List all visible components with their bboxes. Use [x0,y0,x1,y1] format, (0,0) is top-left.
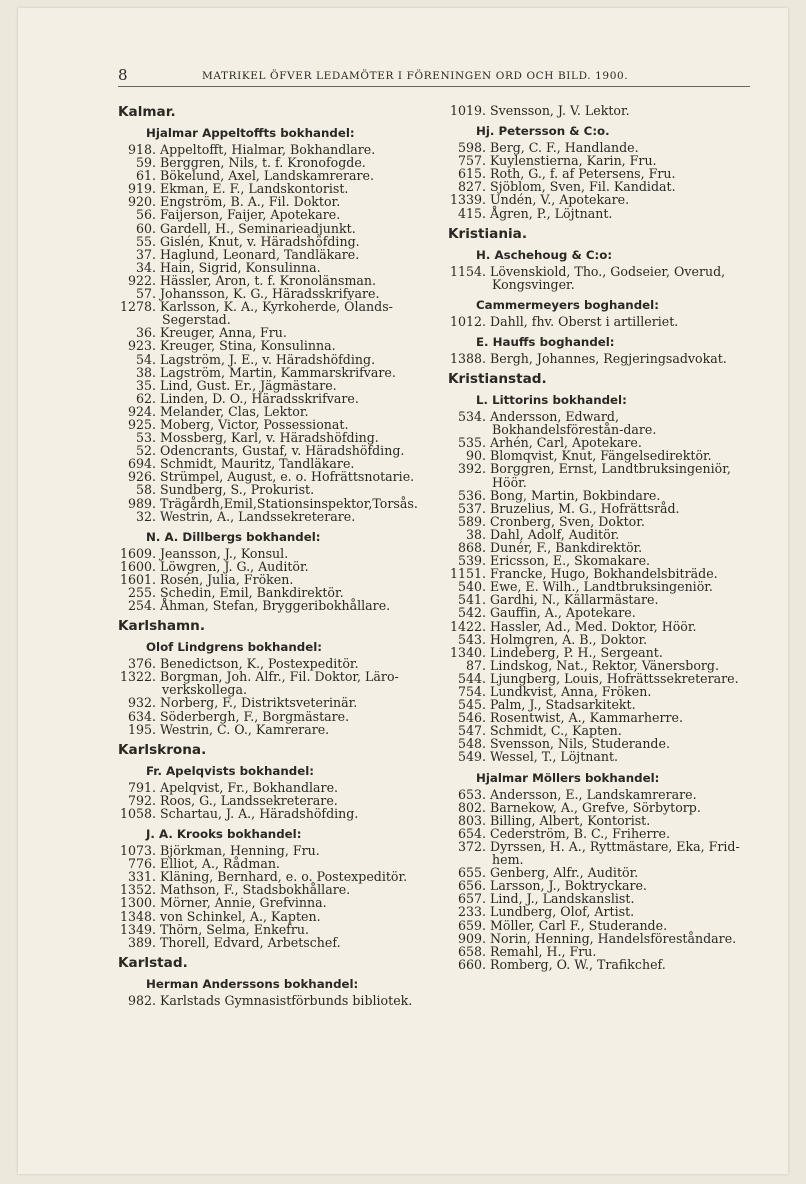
member-list [448,141,748,220]
member-number: 791. [127,779,156,795]
member-entry [448,410,748,436]
member-name: Gislén, Knut, v. Häradshöfding. [160,233,360,249]
member-name: Lindeberg, P. H., Sergeant. [490,644,663,660]
region-heading: Kristianstad. [448,371,547,388]
member-number: 544. [457,670,486,686]
member-number: 389. [127,934,156,950]
member-name: Ericsson, E., Skomakare. [490,553,651,569]
member-name: Berg, C. F., Handlande. [490,140,639,156]
member-number: 87. [465,657,486,673]
member-number: 54. [135,351,156,367]
member-name: Hässler, Aron, t. f. Kronolänsman. [160,272,377,288]
member-list [448,788,748,971]
member-number: 60. [135,220,156,236]
member-entry [118,510,418,523]
member-name: Melander, Clas, Lektor. [160,403,309,419]
member-name: Thorell, Edvard, Arbetschef. [160,934,341,950]
member-name: Dunér, F., Bankdirektör. [490,539,643,555]
member-list [448,104,748,117]
member-number: 657. [457,891,486,907]
member-number: 543. [457,631,486,647]
bookshop-heading: Hj. Petersson & C:o. [476,124,610,139]
region-heading: Karlstad. [118,954,188,971]
member-list [448,352,748,365]
member-name: Bökelund, Axel, Landskamrerare. [160,168,374,184]
member-name: Wessel, T., Löjtnant. [490,749,619,765]
member-entry [448,958,748,971]
member-name: Barnekow, A., Grefve, Sörbytorp. [490,799,701,815]
member-entry [118,670,418,696]
member-name: Genberg, Alfr., Auditör. [490,865,639,881]
member-name: Haglund, Leonard, Tandläkare. [160,246,360,262]
member-name: Andersson, E., Landskamrerare. [490,786,697,802]
member-number: 655. [457,865,486,881]
member-number: 694. [127,456,156,472]
member-number: 1349. [119,921,156,937]
member-number: 331. [127,869,156,885]
member-name: Dyrssen, H. A., Ryttmästare, Eka, Frid-hem. [490,838,740,868]
member-name: Larsson, J., Boktryckare. [490,878,647,894]
bookshop-heading: Fr. Apelqvists bokhandel: [146,763,314,778]
bookshop-heading: Hjalmar Appeltoffts bokhandel: [146,126,355,140]
member-name: Söderbergh, F., Borgmästare. [160,708,350,724]
member-number: 38. [135,364,156,380]
member-number: 1073. [119,843,156,859]
region-heading: Karlshamn. [118,618,206,635]
member-list [118,657,418,736]
member-name: Ewe, E. Wilh., Landtbruksingeniör. [490,579,713,595]
member-number: 615. [457,166,486,182]
member-name: Appeltofft, Hialmar, Bokhandlare. [160,142,376,157]
member-name: Lövenskiold, Tho., Godseier, Overud, Kongsvinger. [490,263,726,292]
member-number: 598. [457,140,486,156]
member-number: 62. [135,390,156,406]
bookshop-group [448,392,748,764]
member-entry [448,462,748,488]
member-list [118,547,418,612]
member-name: Hain, Sigrid, Konsulinna. [160,259,321,275]
member-name: Benedictson, K., Postexpeditör. [160,656,359,672]
member-name: Thörn, Selma, Enkefru. [160,921,309,937]
bookshop-group [118,639,418,736]
region-block [448,104,748,220]
member-list [448,315,748,328]
member-number: 919. [127,181,156,197]
member-number: 415. [457,205,486,221]
member-name: Andersson, Edward, Bokhandelsförestån-dare. [490,409,657,438]
bookshop-heading: H. Aschehoug & C:o: [476,247,613,262]
member-name: Löwgren, J. G., Auditör. [160,558,309,574]
member-list [118,781,418,820]
member-number: 536. [457,487,486,503]
member-number: 932. [127,695,156,711]
member-number: 541. [457,592,486,608]
bookshop-group [118,529,418,612]
bookshop-heading: Herman Anderssons bokhandel: [146,976,359,991]
member-name: Engström, B. A., Fil. Doktor. [160,194,341,210]
member-name: Cronberg, Sven, Doktor. [490,513,645,529]
member-number: 549. [457,749,486,765]
member-number: 1340. [449,644,486,660]
member-number: 52. [135,443,156,459]
member-number: 1154. [449,263,486,279]
member-name: Karlstads Gymnasistförbunds bibliotek. [160,992,413,1008]
member-list [118,844,418,949]
member-number: 36. [135,325,156,341]
region-block [448,226,748,365]
member-number: 1151. [449,566,486,582]
member-entry [118,300,418,326]
member-number: 1352. [119,882,156,898]
member-entry [448,207,748,220]
member-number: 909. [457,930,486,946]
page-header [118,64,750,87]
member-entry [448,265,748,291]
member-name: Dahll, fhv. Oberst i artilleriet. [490,313,679,329]
member-entry [118,723,418,736]
member-number: 982. [127,992,156,1008]
member-entry [118,599,418,612]
member-name: Sjöblom, Sven, Fil. Kandidat. [490,179,676,195]
member-number: 1278. [119,299,156,315]
bookshop-group [448,104,748,117]
member-number: 589. [457,513,486,529]
region-heading: Kristiania. [448,225,527,242]
member-number: 776. [127,856,156,872]
member-name: Westrin, C. O., Kamrerare. [160,721,330,737]
member-number: 660. [457,956,486,972]
member-name: Jeansson, J., Konsul. [160,545,289,561]
left-column [118,104,418,1013]
member-number: 924. [127,403,156,419]
member-name: Lundkvist, Anna, Fröken. [490,684,652,699]
member-number: 56. [135,207,156,223]
right-column [448,104,748,977]
region-heading: Kalmar. [118,104,176,120]
member-name: Bruzelius, M. G., Hofrättsråd. [490,500,680,516]
member-name: Mossberg, Karl, v. Häradshöfding. [160,430,379,446]
member-name: Åhman, Stefan, Bryggeribokhållare. [160,598,391,614]
bookshop-heading: Hjalmar Möllers bokhandel: [476,770,660,785]
member-number: 195. [127,721,156,737]
member-name: Gauffin, A., Apotekare. [490,605,636,621]
member-number: 1339. [449,192,486,208]
member-number: 534. [457,409,486,425]
member-name: Holmgren, A. B., Doktor. [490,631,648,647]
member-number: 59. [135,155,156,171]
member-number: 255. [127,585,156,600]
bookshop-heading: Cammermeyers boghandel: [476,297,659,312]
member-number: 1300. [119,895,156,911]
member-name: von Schinkel, A., Kapten. [160,908,321,924]
member-list [118,994,418,1007]
member-number: 1609. [119,545,156,561]
member-name: Linden, D. O., Häradsskrifvare. [160,390,359,406]
member-entry [118,936,418,949]
member-name: Norin, Henning, Handelsföreståndare. [490,930,737,946]
member-name: Sundberg, S., Prokurist. [160,482,315,498]
member-number: 1388. [449,350,486,366]
member-list [118,143,418,523]
member-number: 659. [457,917,486,933]
member-number: 1012. [449,313,486,329]
member-name: Kuylenstierna, Karin, Fru. [490,153,657,169]
region-block [118,955,418,1007]
member-name: Romberg, O. W., Trafikchef. [490,956,666,972]
member-entry [448,840,748,866]
member-name: Kreuger, Anna, Fru. [160,325,287,341]
member-name: Borggren, Ernst, Landtbruksingeniör, Höör. [490,461,731,490]
member-number: 542. [457,605,486,621]
member-number: 376. [127,656,156,672]
member-number: 35. [135,377,156,393]
member-name: Bergh, Johannes, Regjeringsadvokat. [490,350,727,366]
member-name: Schmidt, C., Kapten. [490,723,622,739]
member-name: Svensson, J. V. Lektor. [490,103,630,118]
member-name: Karlsson, K. A., Kyrkoherde, Ölands-Segerstad. [160,299,393,328]
member-name: Lind, Gust. Er., Jägmästare. [160,377,337,393]
member-name: Roth, G., f. af Petersens, Fru. [490,166,676,182]
member-name: Ågren, P., Löjtnant. [490,205,613,221]
region-heading: Karlskrona. [118,741,207,758]
member-number: 90. [465,448,486,464]
member-name: Palm, J., Stadsarkitekt. [490,697,636,713]
member-entry [448,352,748,365]
member-number: 535. [457,435,486,451]
member-number: 1322. [119,669,156,685]
member-name: Bong, Martin, Bokbindare. [490,487,661,503]
member-number: 545. [457,697,486,713]
member-number: 58. [135,482,156,498]
member-name: Roos, G., Landssekreterare. [160,792,338,808]
bookshop-heading: N. A. Dillbergs bokhandel: [146,529,321,544]
member-number: 803. [457,812,486,828]
bookshop-group [448,334,748,365]
member-number: 656. [457,878,486,894]
bookshop-heading: Olof Lindgrens bokhandel: [146,640,322,655]
member-number: 55. [135,233,156,249]
bookshop-heading: L. Littorins bokhandel: [476,393,627,408]
member-number: 539. [457,553,486,569]
member-number: 827. [457,179,486,195]
member-number: 1058. [119,805,156,821]
member-name: Norberg, F., Distriktsveterinär. [160,695,358,711]
member-entry [448,104,748,117]
member-name: Billing, Albert, Kontorist. [490,812,651,828]
region-block [118,104,418,612]
member-number: 61. [135,168,156,184]
member-name: Westrin, A., Landssekreterare. [160,508,356,524]
member-number: 1348. [119,908,156,924]
member-number: 868. [457,539,486,555]
bookshop-group [118,763,418,820]
member-name: Schartau, J. A., Häradshöfding. [160,805,359,821]
member-number: 1600. [119,558,156,574]
member-number: 548. [457,736,486,752]
member-name: Johansson, K. G., Häradsskrifvare. [160,286,380,302]
member-number: 1601. [119,571,156,587]
member-name: Gardhi, N., Källarmästare. [490,592,659,608]
member-name: Ljungberg, Louis, Hofrättssekreterare. [490,670,739,686]
member-name: Arhén, Carl, Apotekare. [490,435,642,451]
member-number: 923. [127,338,156,354]
member-name: Schmidt, Mauritz, Tandläkare. [160,456,355,472]
member-number: 920. [127,194,156,210]
member-name: Schedin, Emil, Bankdirektör. [160,585,344,600]
member-list [448,265,748,291]
member-name: Gardell, H., Seminarieadjunkt. [160,220,356,236]
bookshop-group [118,125,418,523]
member-name: Trägårdh,Emil,Stationsinspektor,Torsås. [160,495,418,511]
member-number: 754. [457,684,486,699]
member-name: Cederström, B. C., Friherre. [490,825,671,841]
member-entry [118,807,418,820]
member-name: Lagström, J. E., v. Häradshöfding. [160,351,376,367]
member-number: 792. [127,792,156,808]
member-name: Mathson, F., Stadsbokhållare. [160,882,351,898]
bookshop-group [118,826,418,949]
member-name: Francke, Hugo, Bokhandelsbiträde. [490,566,718,582]
member-entry [118,994,418,1007]
member-name: Undén, V., Apotekare. [490,192,630,208]
member-name: Odencrants, Gustaf, v. Häradshöfding. [160,443,405,459]
member-number: 802. [457,799,486,815]
bookshop-group [448,770,748,971]
member-name: Kreuger, Stina, Konsulinna. [160,338,336,354]
member-name: Möller, Carl F., Studerande. [490,917,668,933]
member-name: Mörner, Annie, Grefvinna. [160,895,327,911]
member-name: Lindskog, Nat., Rektor, Vänersborg. [490,657,719,673]
member-name: Kläning, Bernhard, e. o. Postexpeditör. [160,869,408,885]
member-number: 918. [127,142,156,157]
member-name: Moberg, Victor, Possessionat. [160,416,349,432]
member-name: Apelqvist, Fr., Bokhandlare. [160,779,339,795]
member-number: 653. [457,786,486,802]
member-number: 233. [457,904,486,920]
member-number: 926. [127,469,156,485]
bookshop-heading: E. Hauffs boghandel: [476,334,615,349]
member-name: Hassler, Ad., Med. Doktor, Höör. [490,618,697,634]
member-number: 540. [457,579,486,595]
member-entry [448,750,748,763]
member-number: 654. [457,825,486,841]
bookshop-heading: J. A. Krooks bokhandel: [146,827,302,842]
member-number: 37. [135,246,156,262]
member-number: 989. [127,495,156,511]
member-number: 925. [127,416,156,432]
region-block [118,618,418,736]
member-number: 38. [465,526,486,542]
member-number: 546. [457,710,486,726]
member-name: Lind, J., Landskanslist. [490,891,635,907]
running-title: MATRIKEL ÖFVER LEDAMÖTER I FÖRENINGEN ORD OCH BILD. 1900. [202,70,629,82]
member-name: Ekman, E. F., Landskontorist. [160,181,349,197]
member-number: 757. [457,153,486,169]
member-number: 254. [127,598,156,614]
region-block [118,742,418,949]
member-name: Borgman, Joh. Alfr., Fil. Doktor, Läro-verkskollega. [160,669,399,698]
member-list [448,410,748,764]
bookshop-group [448,297,748,328]
member-name: Dahl, Adolf, Auditör. [490,526,620,542]
member-name: Elliot, A., Rådman. [160,856,280,872]
member-name: Rosén, Julia, Fröken. [160,571,294,587]
member-number: 1019. [449,103,486,118]
member-name: Faijerson, Faijer, Apotekare. [160,207,341,223]
member-name: Björkman, Henning, Fru. [160,843,320,859]
member-number: 392. [457,461,486,477]
member-name: Remahl, H., Fru. [490,943,597,959]
member-number: 372. [457,838,486,854]
member-name: Lagström, Martin, Kammarskrifvare. [160,364,396,380]
member-number: 658. [457,943,486,959]
member-name: Lundberg, Olof, Artist. [490,904,635,920]
member-number: 34. [135,259,156,275]
bookshop-group [448,247,748,291]
member-name: Strümpel, August, e. o. Hofrättsnotarie. [160,469,415,485]
member-number: 634. [127,708,156,724]
member-name: Berggren, Nils, t. f. Kronofogde. [160,155,366,171]
member-name: Blomqvist, Knut, Fängelsedirektör. [490,448,712,464]
bookshop-group [118,976,418,1007]
member-number: 547. [457,723,486,739]
member-entry [448,315,748,328]
member-number: 537. [457,500,486,516]
member-number: 1422. [449,618,486,634]
member-number: 53. [135,430,156,446]
member-number: 57. [135,286,156,302]
member-name: Svensson, Nils, Studerande. [490,736,670,752]
region-block [448,371,748,971]
member-number: 922. [127,272,156,288]
bookshop-group [448,123,748,220]
member-name: Rosentwist, A., Kammarherre. [490,710,683,726]
member-number: 32. [135,508,156,524]
page-number: 8 [118,66,129,84]
